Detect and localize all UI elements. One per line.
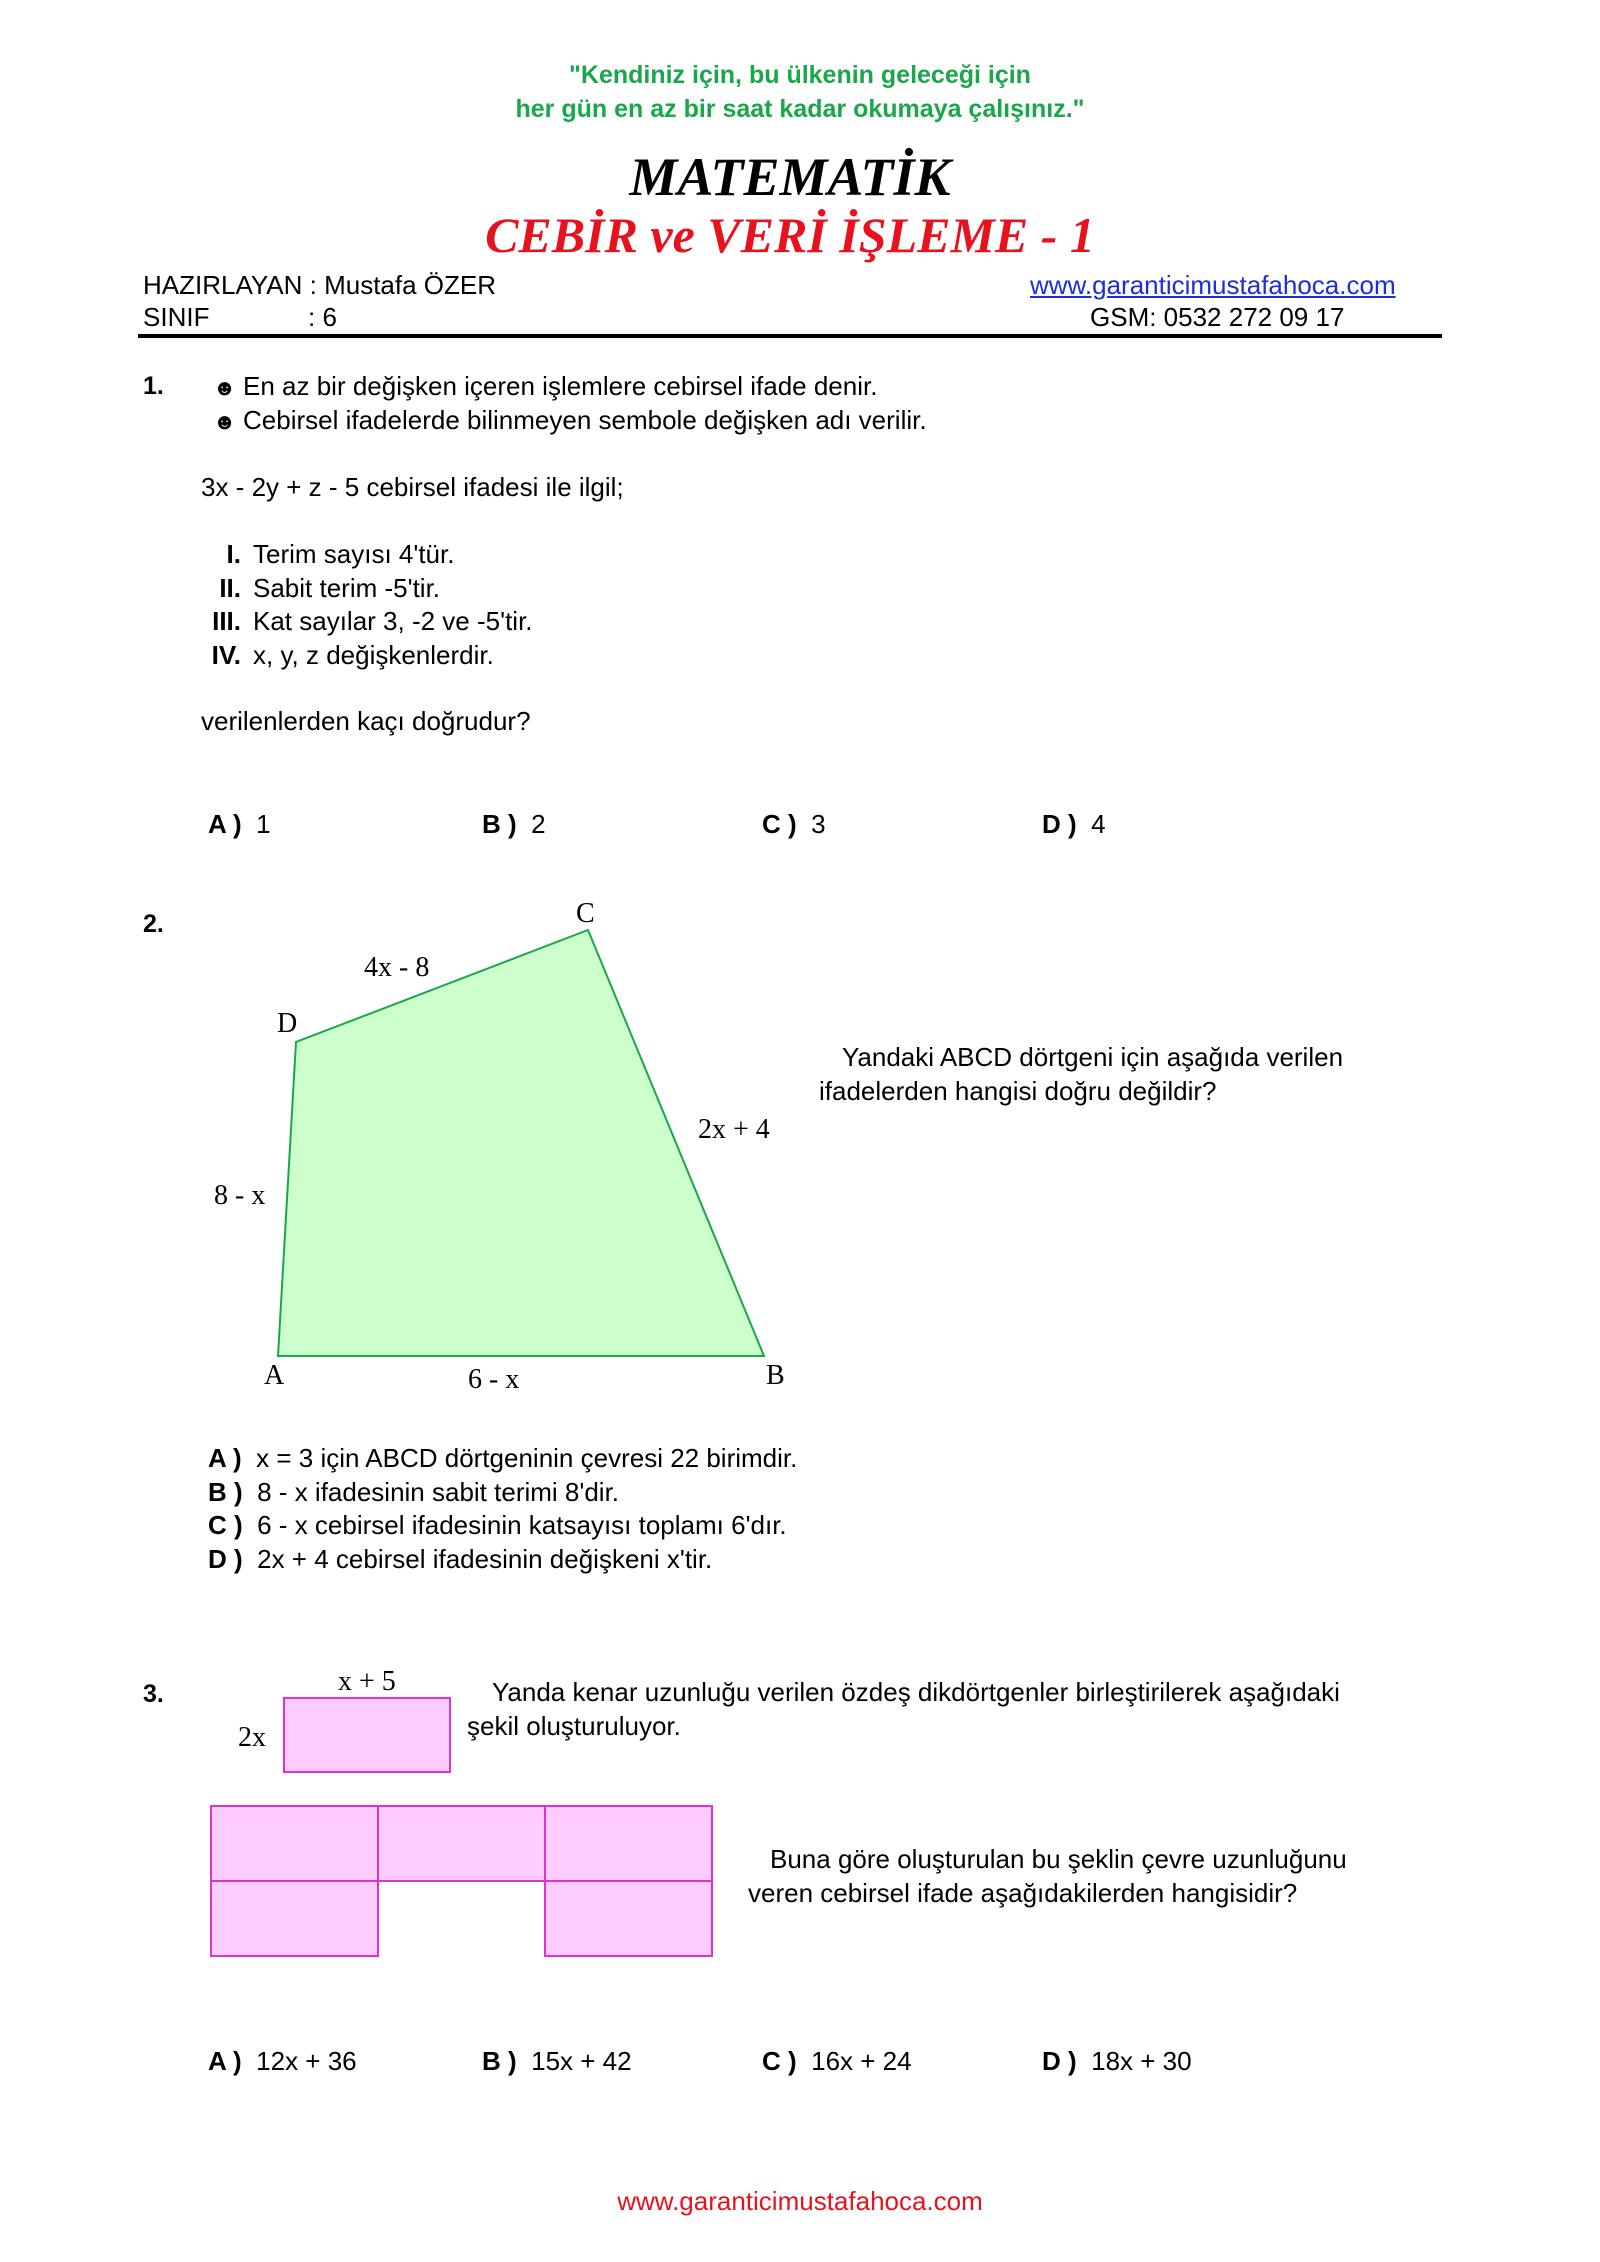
q1-number: 1. — [143, 372, 164, 400]
footer-website[interactable]: www.garanticimustafahoca.com — [617, 2186, 983, 2216]
motivation-quote-line-2: her gün en az bir saat kadar okumaya çalışınız." — [515, 95, 1085, 123]
smiley-bullet-icon: ☻ — [213, 375, 237, 400]
q3-rect-width-label: x + 5 — [338, 1666, 396, 1697]
q3-number: 3. — [143, 1680, 164, 1708]
gsm-number: GSM: 0532 272 09 17 — [1090, 302, 1345, 332]
q1-bullet-1: ☻ En az bir değişken içeren işlemlere cebirsel ifade denir. — [213, 369, 877, 405]
composite-rect-5 — [545, 1881, 712, 1956]
q2-question-line-2: ifadelerden hangisi doğru değildir? — [819, 1076, 1217, 1106]
q3-question-line-2: veren cebirsel ifade aşağıdakilerden hangisidir? — [748, 1878, 1298, 1908]
q2-option-a[interactable]: A ) x = 3 için ABCD dörtgeninin çevresi 22 birimdir. — [208, 1443, 798, 1473]
smiley-bullet-icon: ☻ — [213, 409, 237, 434]
q3-text-line-1: Yanda kenar uzunluğu verilen özdeş dikdörtgenler birleştirilerek aşağıdaki — [492, 1677, 1340, 1707]
q2-question-line-1: Yandaki ABCD dörtgeni için aşağıda verilen — [842, 1042, 1344, 1072]
composite-rect-4 — [211, 1881, 378, 1956]
q1-bullet-2: ☻ Cebirsel ifadelerde bilinmeyen sembole değişken adı verilir. — [213, 403, 927, 439]
q1-option-d[interactable]: D ) 4 — [1042, 809, 1106, 839]
q3-option-b[interactable]: B ) 15x + 42 — [482, 2046, 632, 2076]
single-rectangle — [284, 1698, 450, 1772]
side-ab-label: 6 - x — [468, 1364, 520, 1395]
vertex-b-label: B — [766, 1360, 785, 1391]
q3-question-line-1: Buna göre oluşturulan bu şeklin çevre uzunluğunu — [770, 1844, 1347, 1874]
side-cb-label: 2x + 4 — [698, 1114, 770, 1145]
q3-option-d[interactable]: D ) 18x + 30 — [1042, 2046, 1192, 2076]
author-label: HAZIRLAYAN : Mustafa ÖZER — [143, 270, 497, 300]
side-ad-label: 8 - x — [214, 1180, 266, 1211]
q3-rect-height-label: 2x — [238, 1722, 266, 1753]
vertex-a-label: A — [264, 1360, 285, 1391]
q2-number: 2. — [143, 910, 164, 938]
q1-statement-1: I. Terim sayısı 4'tür. — [226, 539, 455, 569]
q3-option-c[interactable]: C ) 16x + 24 — [762, 2046, 912, 2076]
q1-question: verilenlerden kaçı doğrudur? — [201, 706, 531, 736]
q1-intro: 3x - 2y + z - 5 cebirsel ifadesi ile ilgil; — [201, 472, 624, 502]
q1-statement-3: III. Kat sayılar 3, -2 ve -5'tir. — [212, 606, 533, 636]
page-title: MATEMATİK — [629, 147, 951, 207]
q2-option-b[interactable]: B ) 8 - x ifadesinin sabit terimi 8'dir. — [208, 1477, 620, 1507]
vertex-c-label: C — [576, 898, 595, 929]
header-website-link[interactable]: www.garanticimustafahoca.com — [1030, 270, 1396, 300]
q1-statement-4: IV. x, y, z değişkenlerdir. — [211, 640, 494, 670]
q2-option-c[interactable]: C ) 6 - x cebirsel ifadesinin katsayısı toplamı 6'dır. — [208, 1510, 787, 1540]
vertex-d-label: D — [277, 1008, 298, 1039]
q1-option-c[interactable]: C ) 3 — [762, 809, 826, 839]
q3-option-a[interactable]: A ) 12x + 36 — [208, 2046, 357, 2076]
side-dc-label: 4x - 8 — [364, 952, 430, 983]
q1-option-a[interactable]: A ) 1 — [208, 809, 271, 839]
q1-option-b[interactable]: B ) 2 — [482, 809, 546, 839]
class-value: : 6 — [308, 302, 337, 332]
motivation-quote-line-1: "Kendiniz için, bu ülkenin geleceği için — [569, 61, 1031, 89]
composite-rect-1 — [211, 1806, 378, 1881]
composite-rect-2 — [378, 1806, 545, 1881]
q2-option-d[interactable]: D ) 2x + 4 cebirsel ifadesinin değişkeni x'tir. — [208, 1544, 713, 1574]
class-label: SINIF — [143, 302, 210, 332]
q3-text-line-2: şekil oluşturuluyor. — [467, 1711, 681, 1741]
page-subtitle: CEBİR ve VERİ İŞLEME - 1 — [485, 207, 1095, 263]
q1-statement-2: II. Sabit terim -5'tir. — [219, 573, 441, 603]
composite-rect-3 — [545, 1806, 712, 1881]
